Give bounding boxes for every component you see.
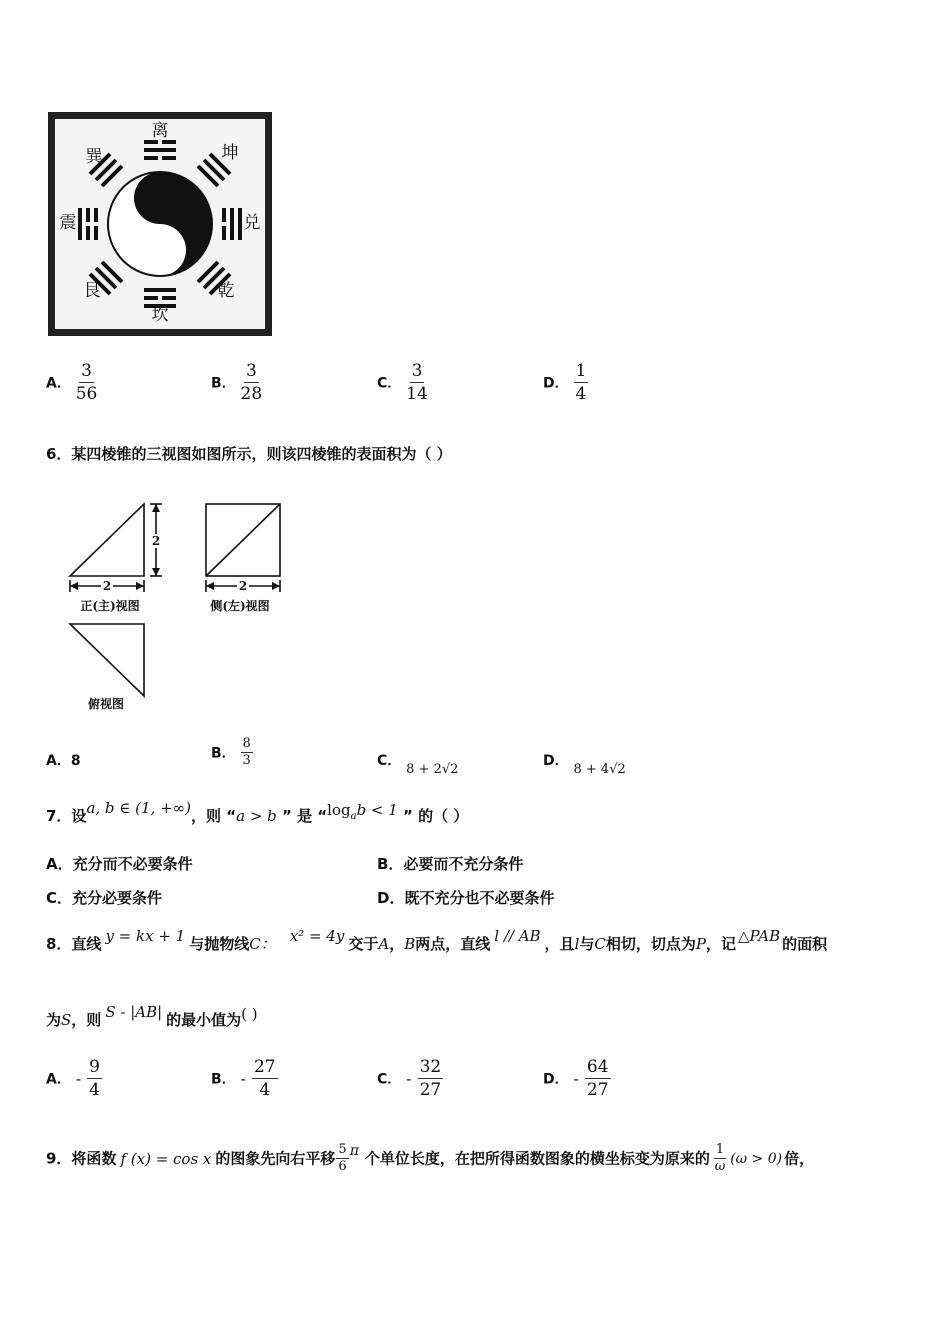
q8-option-b-fraction: $\frac{27}{4}$ xyxy=(253,1057,276,1100)
q8-stem-line1: 8．直线 y = kx + 1 与抛物线C： x² = 4y 交于A，B两点，直线 l // AB ，且l与C相切，切点为P，记 △PAB 的面积 xyxy=(46,927,828,953)
front-height-dim: 2 xyxy=(151,534,161,548)
q6-stem: 6．某四棱锥的三视图如图所示，则该四棱锥的表面积为（ ） xyxy=(46,445,452,463)
q5-option-a-fraction: $\frac{3}{56}$ xyxy=(75,361,98,404)
side-view-label: 侧(左)视图 xyxy=(210,599,270,613)
q5-option-b-fraction: $\frac{3}{28}$ xyxy=(240,361,263,404)
q5-option-d-fraction: $\frac{1}{4}$ xyxy=(575,361,587,404)
q5-option-c-fraction: $\frac{3}{14}$ xyxy=(406,361,428,404)
q6-option-b[interactable]: B． $\frac{8}{3}$ xyxy=(211,736,251,768)
q8-option-b[interactable]: B． - $\frac{27}{4}$ xyxy=(211,1057,276,1100)
q6-option-c[interactable]: C． 8 + 2√2 xyxy=(377,753,459,777)
q7-option-a[interactable]: A．充分而不必要条件 xyxy=(46,855,193,873)
three-view-diagram xyxy=(60,496,300,716)
q8-stem-line2: 为S，则 S - |AB| 的最小值为( ) xyxy=(46,1003,258,1029)
q5-option-c[interactable] xyxy=(377,360,428,405)
q9-stem: 9．将函数 f (x) = cos x 的图象先向右平移 $\frac{5}{6}$ π 个单位长度，在把所得函数图象的横坐标变为原来的 $\frac{1}{\omega}$ (ω > 0) 倍， xyxy=(46,1142,815,1174)
q5-option-b[interactable] xyxy=(211,360,262,405)
side-width-dim: 2 xyxy=(238,579,248,593)
trigram-gen: 艮 xyxy=(83,281,101,301)
trigram-xun: 巽 xyxy=(85,147,103,167)
q9-shift-fraction: $\frac{5}{6}$ xyxy=(338,1142,347,1174)
yin-yang-symbol xyxy=(108,172,212,276)
q5-option-a[interactable] xyxy=(46,360,97,405)
q8-option-d[interactable]: D． - $\frac{64}{27}$ xyxy=(543,1057,609,1100)
q8-option-c-fraction: $\frac{32}{27}$ xyxy=(419,1057,442,1100)
q6-option-a[interactable]: A．8 xyxy=(46,753,81,769)
q5-option-d-label: D． xyxy=(543,375,569,392)
front-view-label: 正(主)视图 xyxy=(80,599,140,613)
trigram-kan: 坎 xyxy=(151,305,169,325)
q8-option-a[interactable]: A． - $\frac{9}{4}$ xyxy=(46,1057,100,1100)
q5-option-b-label: B． xyxy=(211,375,236,392)
q5-option-a-label: A． xyxy=(46,375,71,392)
q5-option-d[interactable] xyxy=(543,360,588,405)
trigram-dui: 兑 xyxy=(243,213,261,233)
bagua-figure xyxy=(48,112,272,336)
bagua-image xyxy=(48,112,272,336)
top-view-shape xyxy=(70,624,144,696)
q9-scale-fraction: $\frac{1}{\omega}$ xyxy=(714,1142,726,1174)
q7-option-d[interactable]: D．既不充分也不必要条件 xyxy=(377,889,555,907)
q8-option-c[interactable]: C． - $\frac{32}{27}$ xyxy=(377,1057,442,1100)
trigram-li: 离 xyxy=(151,121,169,141)
q7-option-c[interactable]: C．充分必要条件 xyxy=(46,889,163,907)
trigram-qian: 乾 xyxy=(217,281,235,301)
front-width-dim: 2 xyxy=(102,579,112,593)
trigram-zhen: 震 xyxy=(59,213,77,233)
q6-option-d[interactable]: D． 8 + 4√2 xyxy=(543,753,626,777)
front-view-shape xyxy=(70,504,144,576)
q7-option-b[interactable]: B．必要而不充分条件 xyxy=(377,855,524,873)
q5-option-c-label: C． xyxy=(377,375,402,392)
three-view-figure xyxy=(60,496,300,716)
trigram-kun: 坤 xyxy=(221,143,239,163)
q8-option-d-fraction: $\frac{64}{27}$ xyxy=(586,1057,609,1100)
q6-option-b-fraction: $\frac{8}{3}$ xyxy=(242,736,251,768)
top-view-label: 俯视图 xyxy=(87,697,125,711)
q7-stem: 7．设a, b ∈ (1, +∞)，则 “a > b ” 是 “$\log_ab < 1$ ” 的（ ） xyxy=(46,799,469,825)
q8-option-a-fraction: $\frac{9}{4}$ xyxy=(89,1057,100,1100)
